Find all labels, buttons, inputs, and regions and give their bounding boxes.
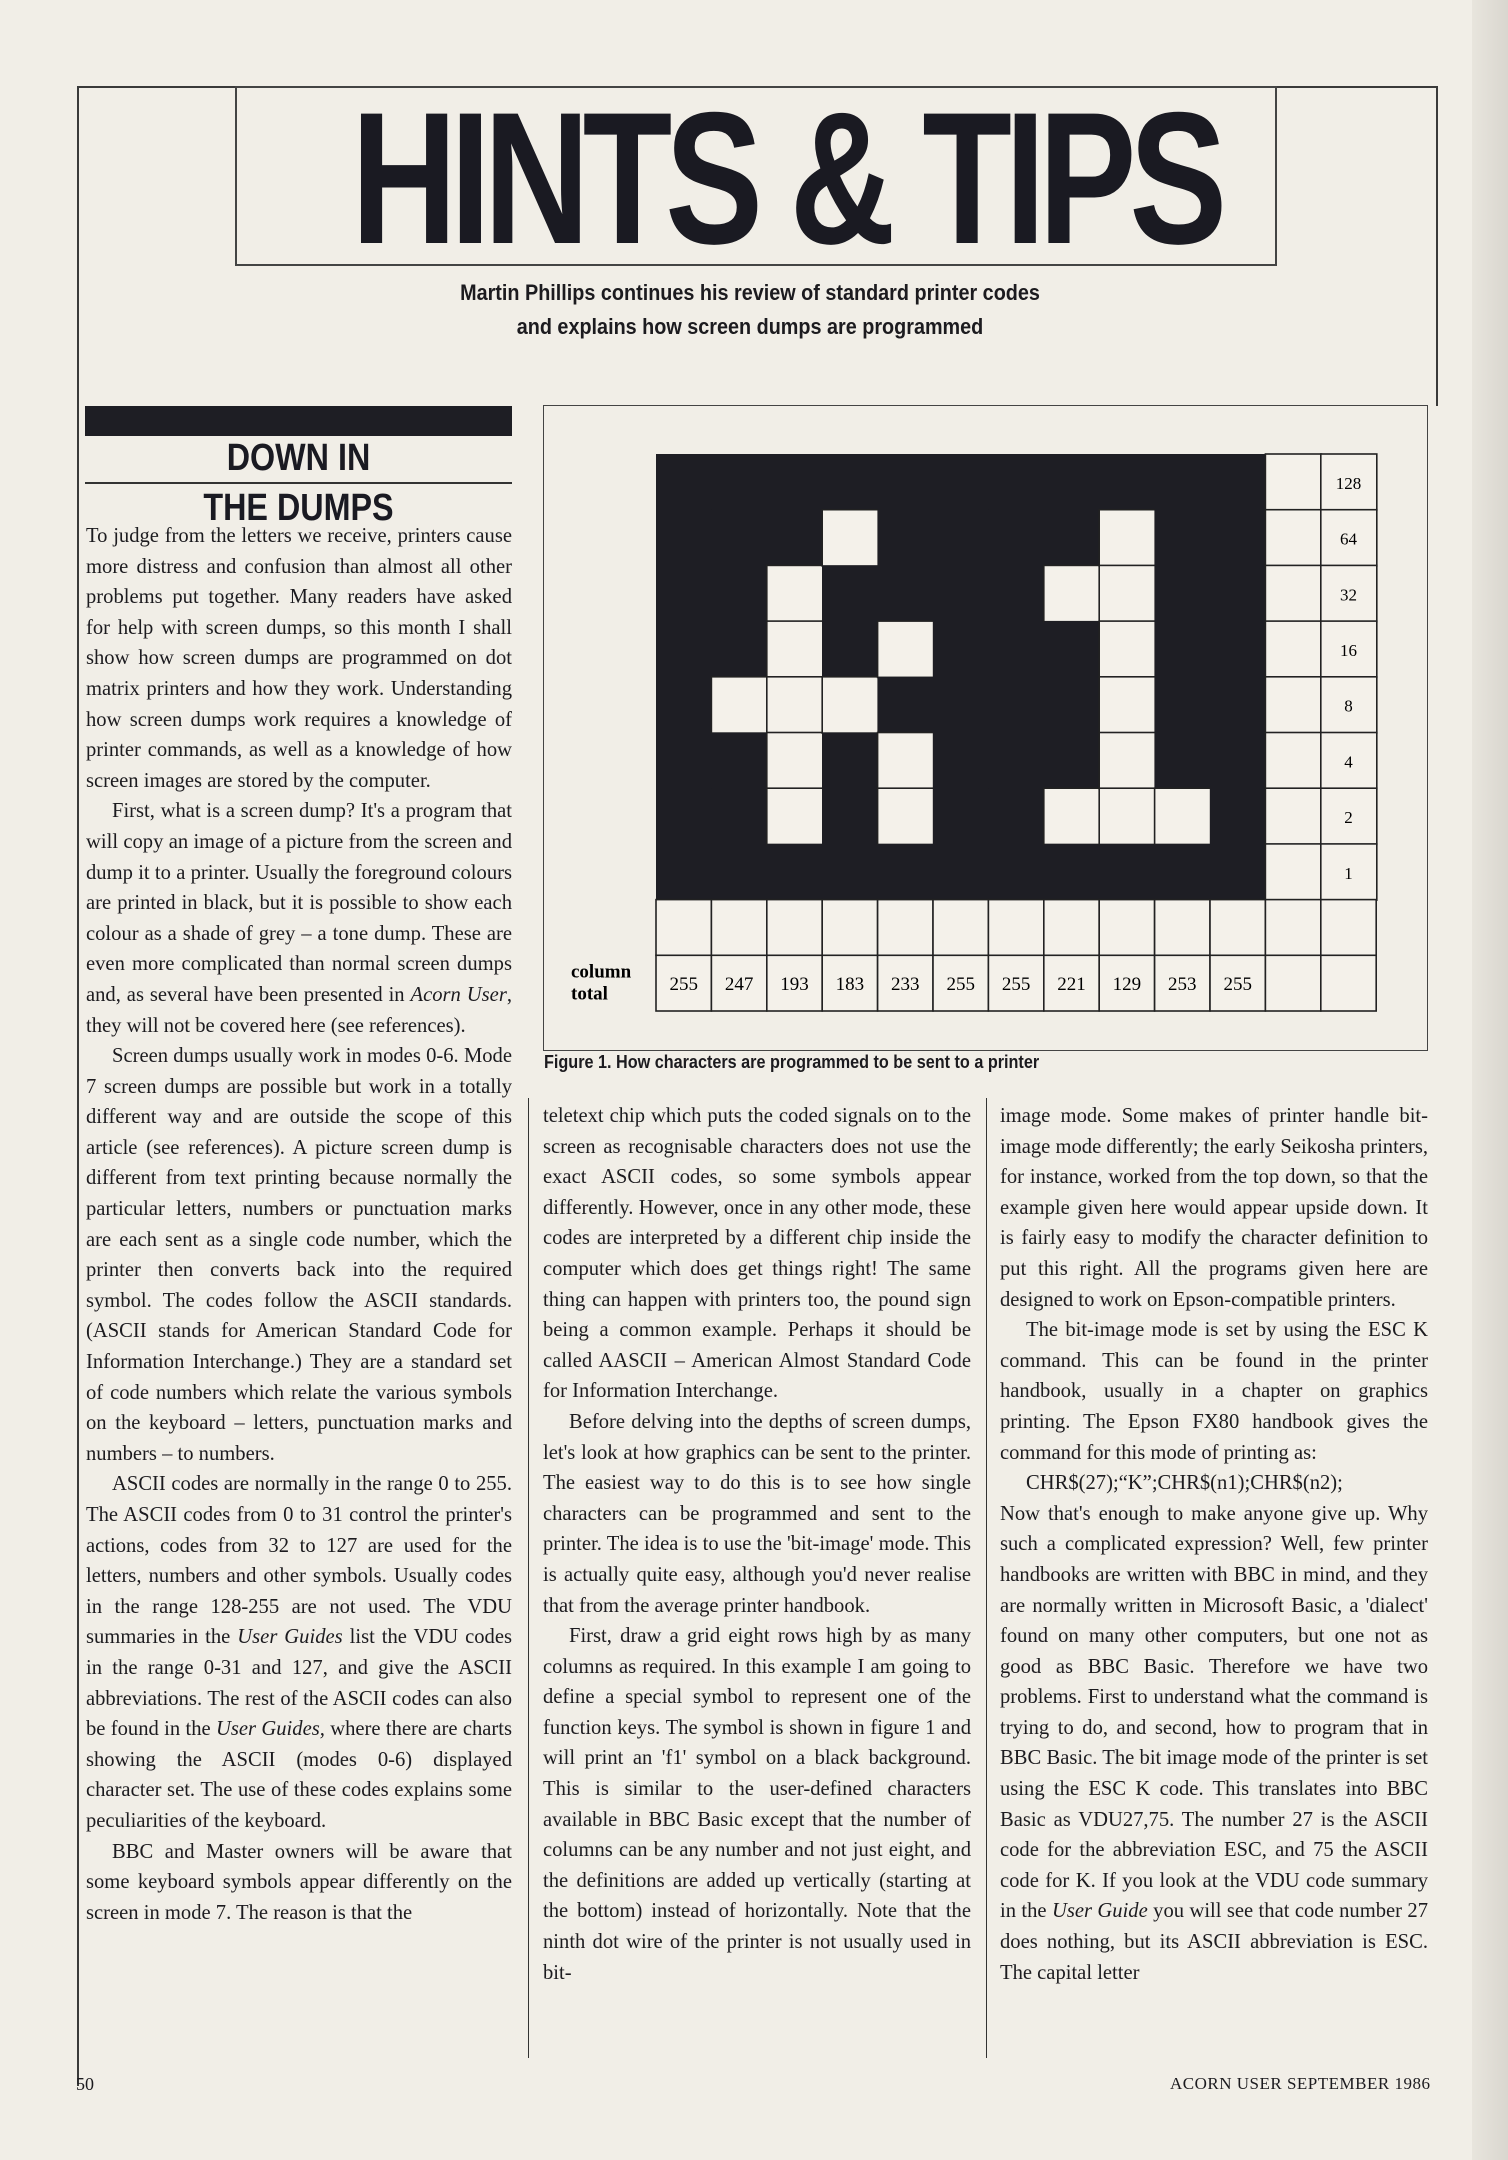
grid-cell — [988, 733, 1044, 789]
grid-cell — [656, 677, 712, 733]
bit-value-label: 64 — [1340, 529, 1357, 549]
grid-cell — [1265, 454, 1321, 510]
grid-cell — [988, 677, 1044, 733]
grid-cell — [711, 788, 767, 844]
grid-cell — [878, 677, 934, 733]
grid-cell — [1210, 621, 1266, 677]
grid-cell — [711, 677, 767, 733]
figure-1-bit-grid — [543, 405, 1428, 1051]
section-heading-line-1: DOWN IN — [226, 437, 371, 479]
paragraph-11-italic: User Guide — [1051, 1900, 1148, 1923]
total-cell — [1321, 955, 1376, 1011]
grid-cell — [1155, 677, 1211, 733]
grid-cell — [988, 454, 1044, 510]
column-total-label: column total — [571, 961, 632, 1005]
grid-cell — [1044, 510, 1100, 566]
column-total-value: 255 — [946, 974, 975, 996]
grid-cell — [1099, 510, 1155, 566]
frame-line-right — [1436, 86, 1438, 406]
grid-cell — [656, 565, 712, 621]
paragraph-6: teletext chip which puts the coded signals on to the screen as recognisable characters does not use the exact ASCII codes, so some symbols appear differently. However, once in any other mode, these codes are interpreted by a different chip inside the computer which does get things right! The same thing can happen with printers too, the pound sign being a common example. Perhaps it should be called AASCII – American Almost Standard Code for Information Interchange. — [543, 1105, 971, 1403]
standfirst-line-1: Martin Phillips continues his review of standard printer codes — [460, 280, 1040, 305]
column-total-value: 255 — [1001, 974, 1031, 996]
bit-value-label: 1 — [1344, 863, 1353, 883]
grid-cell — [988, 788, 1044, 844]
spacer-cell — [933, 900, 988, 956]
frame-line-top-right — [1277, 86, 1437, 88]
column-rule-2 — [986, 1098, 987, 2058]
grid-cell — [656, 621, 712, 677]
grid-cell — [1099, 733, 1155, 789]
grid-cell — [822, 788, 878, 844]
grid-cell — [822, 565, 878, 621]
grid-cell — [1044, 733, 1100, 789]
grid-cell — [933, 733, 989, 789]
paragraph-8: First, draw a grid eight rows high by as many columns as required. In this example I am going to define a special symbol to represent one of the function keys. The symbol is shown in figure 1 and will print an 'f1' symbol on a black background. This is similar to the user-defined characters available in BBC Basic except that the number of columns can be any number and not just eight, and the definitions are added up vertically (starting at the bottom) instead of horizontally. Note that the ninth dot wire of the printer is not usually used in bit- — [543, 1625, 971, 1984]
frame-line-top-left — [77, 86, 235, 88]
grid-cell — [656, 454, 712, 510]
spacer-cell — [767, 900, 822, 956]
paragraph-4-italic-2: User Guides, — [216, 1718, 325, 1741]
paragraph-11 — [1000, 1499, 1428, 1989]
grid-cell — [1210, 510, 1266, 566]
grid-cell — [822, 510, 878, 566]
spacer-cell — [878, 900, 933, 956]
grid-cell — [1210, 454, 1266, 510]
grid-cell — [878, 788, 934, 844]
grid-cell — [878, 454, 934, 510]
figure-caption: Figure 1. How characters are programmed to be sent to a printer — [544, 1052, 1040, 1072]
grid-cell — [1044, 677, 1100, 733]
grid-cell — [933, 621, 989, 677]
paragraph-7: Before delving into the depths of screen dumps, let's look at how graphics can be sent to the printer. The easiest way to do this is to see how single characters can be programmed and sent to the printer. The idea is to use the 'bit-image' mode. This is actually quite easy, although you'd never realise that from the average printer handbook. — [543, 1410, 971, 1617]
grid-cell — [878, 565, 934, 621]
grid-cell — [767, 510, 823, 566]
spacer-cell — [822, 900, 877, 956]
paragraph-4-a: ASCII codes are normally in the range 0 to 255. The ASCII codes from 0 to 31 control the printer's actions, codes from 32 to 127 are used for the letters, numbers and other symbols. Usually codes in the range 128-255 are not used. The VDU summaries in the — [86, 1473, 512, 1649]
section-heading — [85, 436, 512, 530]
grid-cell — [933, 510, 989, 566]
paragraph-11-a: Now that's enough to make anyone give up. Why such a complicated expression? Well, few printer handbooks are written with BBC in mind, and they are normally written in Microsoft Basic, a 'dialect' found on many other computers, but one not as good as BBC Basic. Therefore we have two problems. First to understand what the command is trying to do, and second, how to program that in BBC Basic. The bit image mode of the printer is set using the ESC K code. This translates into BBC Basic as VDU27,75. The number 27 is the ASCII code for the abbreviation ESC, and 75 the ASCII code for K. If you look at the VDU code summary in the — [1000, 1502, 1428, 1923]
bit-value-label: 32 — [1340, 585, 1357, 605]
article-column-1 — [86, 521, 512, 1928]
masthead-title: HINTS & TIPS — [351, 86, 1221, 266]
grid-cell — [767, 733, 823, 789]
column-total-value: 221 — [1057, 974, 1086, 996]
grid-cell — [711, 510, 767, 566]
paragraph-4-c: where there are charts showing the ASCII (modes 0-6) displayed character set. The use of these codes explains some peculiarities of the keyboard. — [86, 1718, 513, 1832]
grid-cell — [988, 565, 1044, 621]
spacer-cell — [1265, 900, 1320, 956]
spacer-cell — [1044, 900, 1099, 956]
grid-cell — [1155, 510, 1211, 566]
spacer-cell — [1099, 900, 1154, 956]
grid-cell — [988, 844, 1044, 900]
grid-cell — [822, 677, 878, 733]
paragraph-9: image mode. Some makes of printer handle bit-image mode differently; the early Seikosha printers, for instance, worked from the top down, so that the example given here would appear upside down. It is fairly easy to modify the character definition to put this right. All the programs given here are designed to work on Epson-compatible printers. — [1000, 1105, 1428, 1311]
grid-cell — [822, 733, 878, 789]
grid-cell — [1099, 621, 1155, 677]
bit-value-label: 8 — [1344, 696, 1353, 716]
grid-cell — [1044, 621, 1100, 677]
grid-cell — [1210, 733, 1266, 789]
spacer-cell — [1321, 900, 1376, 956]
grid-cell — [1099, 565, 1155, 621]
grid-cell — [1210, 677, 1266, 733]
section-heading-line-2: THE DUMPS — [203, 487, 394, 529]
grid-cell — [933, 565, 989, 621]
grid-cell — [1155, 621, 1211, 677]
grid-cell — [767, 621, 823, 677]
bit-value-label: 128 — [1335, 473, 1362, 493]
grid-cell — [1155, 788, 1211, 844]
grid-cell — [711, 844, 767, 900]
page-number: 50 — [76, 2074, 94, 2094]
bit-value-label: 2 — [1344, 808, 1353, 828]
standfirst-line-2: and explains how screen dumps are programmed — [516, 314, 984, 339]
grid-cell — [1265, 788, 1321, 844]
column-rule-1 — [528, 1098, 529, 2058]
paragraph-4-italic-1: User Guides — [237, 1626, 343, 1649]
paragraph-4 — [86, 1469, 512, 1836]
grid-cell — [1044, 454, 1100, 510]
column-total-value: 183 — [835, 974, 865, 996]
grid-cell — [878, 844, 934, 900]
column-total-value: 129 — [1112, 974, 1142, 996]
grid-cell — [988, 621, 1044, 677]
masthead — [235, 86, 1277, 266]
grid-cell — [1265, 677, 1321, 733]
paragraph-2-text: First, what is a screen dump? It's a program that will copy an image of a picture from the screen and dump it to a printer. Usually the foreground colours are printed in black, but it is possible to show each colour as a shade of grey – a tone dump. These are even more complicated than normal screen dumps and, as several have been presented in — [86, 800, 512, 1006]
grid-cell — [1099, 788, 1155, 844]
standfirst — [260, 276, 1240, 344]
frame-line-left — [77, 86, 79, 2086]
grid-cell — [767, 565, 823, 621]
grid-cell — [1210, 788, 1266, 844]
grid-cell — [767, 454, 823, 510]
grid-cell — [878, 733, 934, 789]
grid-cell — [1155, 454, 1211, 510]
grid-cell — [767, 788, 823, 844]
grid-cell — [1044, 565, 1100, 621]
grid-cell — [656, 510, 712, 566]
grid-cell — [1265, 510, 1321, 566]
grid-cell — [711, 454, 767, 510]
paragraph-3: Screen dumps usually work in modes 0-6. Mode 7 screen dumps are possible but work in a totally different way and are outside the scope of this article (see references). A picture screen dump is different from text printing because normally the particular letters, numbers or punctuation marks are each sent as a single code number, which the printer then converts back into the required symbol. The codes follow the ASCII standards. (ASCII stands for American Standard Code for Information Interchange.) They are a standard set of code numbers which relate the various symbols on the keyboard – letters, punctuation marks and numbers – to numbers. — [86, 1045, 512, 1465]
grid-cell — [933, 454, 989, 510]
grid-cell — [933, 788, 989, 844]
spacer-cell — [656, 900, 711, 956]
section-bar — [85, 406, 512, 436]
column-total-value: 253 — [1168, 974, 1197, 996]
grid-cell — [711, 565, 767, 621]
spacer-cell — [1155, 900, 1210, 956]
grid-cell — [878, 621, 934, 677]
spacer-cell — [1210, 900, 1265, 956]
paragraph-2 — [86, 796, 512, 1041]
spacer-cell — [711, 900, 766, 956]
grid-cell — [656, 844, 712, 900]
grid-cell — [822, 454, 878, 510]
grid-cell — [822, 844, 878, 900]
paragraph-10: The bit-image mode is set by using the ESC K command. This can be found in the printer handbook, usually in a chapter on graphics printing. The Epson FX80 handbook gives the command for this mode of printing as: — [1000, 1319, 1428, 1464]
grid-cell — [1155, 844, 1211, 900]
paragraph-11-b: you will see that code number 27 does nothing, but its ASCII abbreviation is ESC. The capital letter — [1000, 1900, 1428, 1984]
grid-cell — [1155, 565, 1211, 621]
article-column-3 — [1000, 1101, 1428, 1988]
page-edge-shadow — [1472, 0, 1508, 2160]
section-heading-rule — [85, 482, 512, 484]
bit-value-label: 4 — [1344, 752, 1353, 772]
grid-cell — [1210, 565, 1266, 621]
paragraph-1: To judge from the letters we receive, printers cause more distress and confusion than almost all other problems put together. Many readers have asked for help with screen dumps, so this month I shall show how screen dumps are programmed on dot matrix printers and how they work. Understanding how screen dumps work requires a knowledge of printer commands, as well as a knowledge of how screen images are stored by the computer. — [86, 525, 512, 792]
grid-cell — [933, 677, 989, 733]
grid-cell — [1044, 844, 1100, 900]
grid-cell — [1155, 733, 1211, 789]
column-total-value: 247 — [724, 974, 754, 996]
grid-cell — [1099, 454, 1155, 510]
column-total-value: 233 — [891, 974, 920, 996]
column-total-value: 255 — [1223, 974, 1252, 996]
code-line: CHR$(27);“K”;CHR$(n1);CHR$(n2); — [1026, 1472, 1343, 1495]
column-total-value: 255 — [669, 974, 698, 996]
paragraph-5: BBC and Master owners will be aware that some keyboard symbols appear differently on the screen in mode 7. The reason is that the — [86, 1840, 512, 1924]
bit-value-label: 16 — [1340, 640, 1357, 660]
grid-cell — [933, 844, 989, 900]
grid-cell — [1265, 565, 1321, 621]
grid-cell — [767, 844, 823, 900]
grid-cell — [1044, 788, 1100, 844]
grid-cell — [1210, 844, 1266, 900]
grid-cell — [767, 677, 823, 733]
grid-cell — [1099, 844, 1155, 900]
grid-cell — [1265, 733, 1321, 789]
spacer-cell — [988, 900, 1043, 956]
publication-footer: ACORN USER SEPTEMBER 1986 — [1170, 2074, 1431, 2093]
grid-cell — [1265, 621, 1321, 677]
total-cell — [1265, 955, 1320, 1011]
grid-cell — [656, 733, 712, 789]
paragraph-4-b: list the VDU codes in the range 0-31 and 127, and give the ASCII abbreviations. The rest of the ASCII codes can also be found in the — [86, 1626, 512, 1741]
grid-cell — [822, 621, 878, 677]
grid-cell — [1265, 844, 1321, 900]
grid-cell — [878, 510, 934, 566]
grid-cell — [988, 510, 1044, 566]
grid-cell — [711, 733, 767, 789]
paragraph-2-end: , they will not be covered here (see references). — [86, 983, 512, 1037]
paragraph-2-italic: Acorn User — [410, 983, 507, 1006]
grid-cell — [1099, 677, 1155, 733]
column-total-value: 193 — [780, 974, 809, 996]
article-column-2 — [543, 1101, 971, 1988]
grid-cell — [656, 788, 712, 844]
grid-cell — [711, 621, 767, 677]
